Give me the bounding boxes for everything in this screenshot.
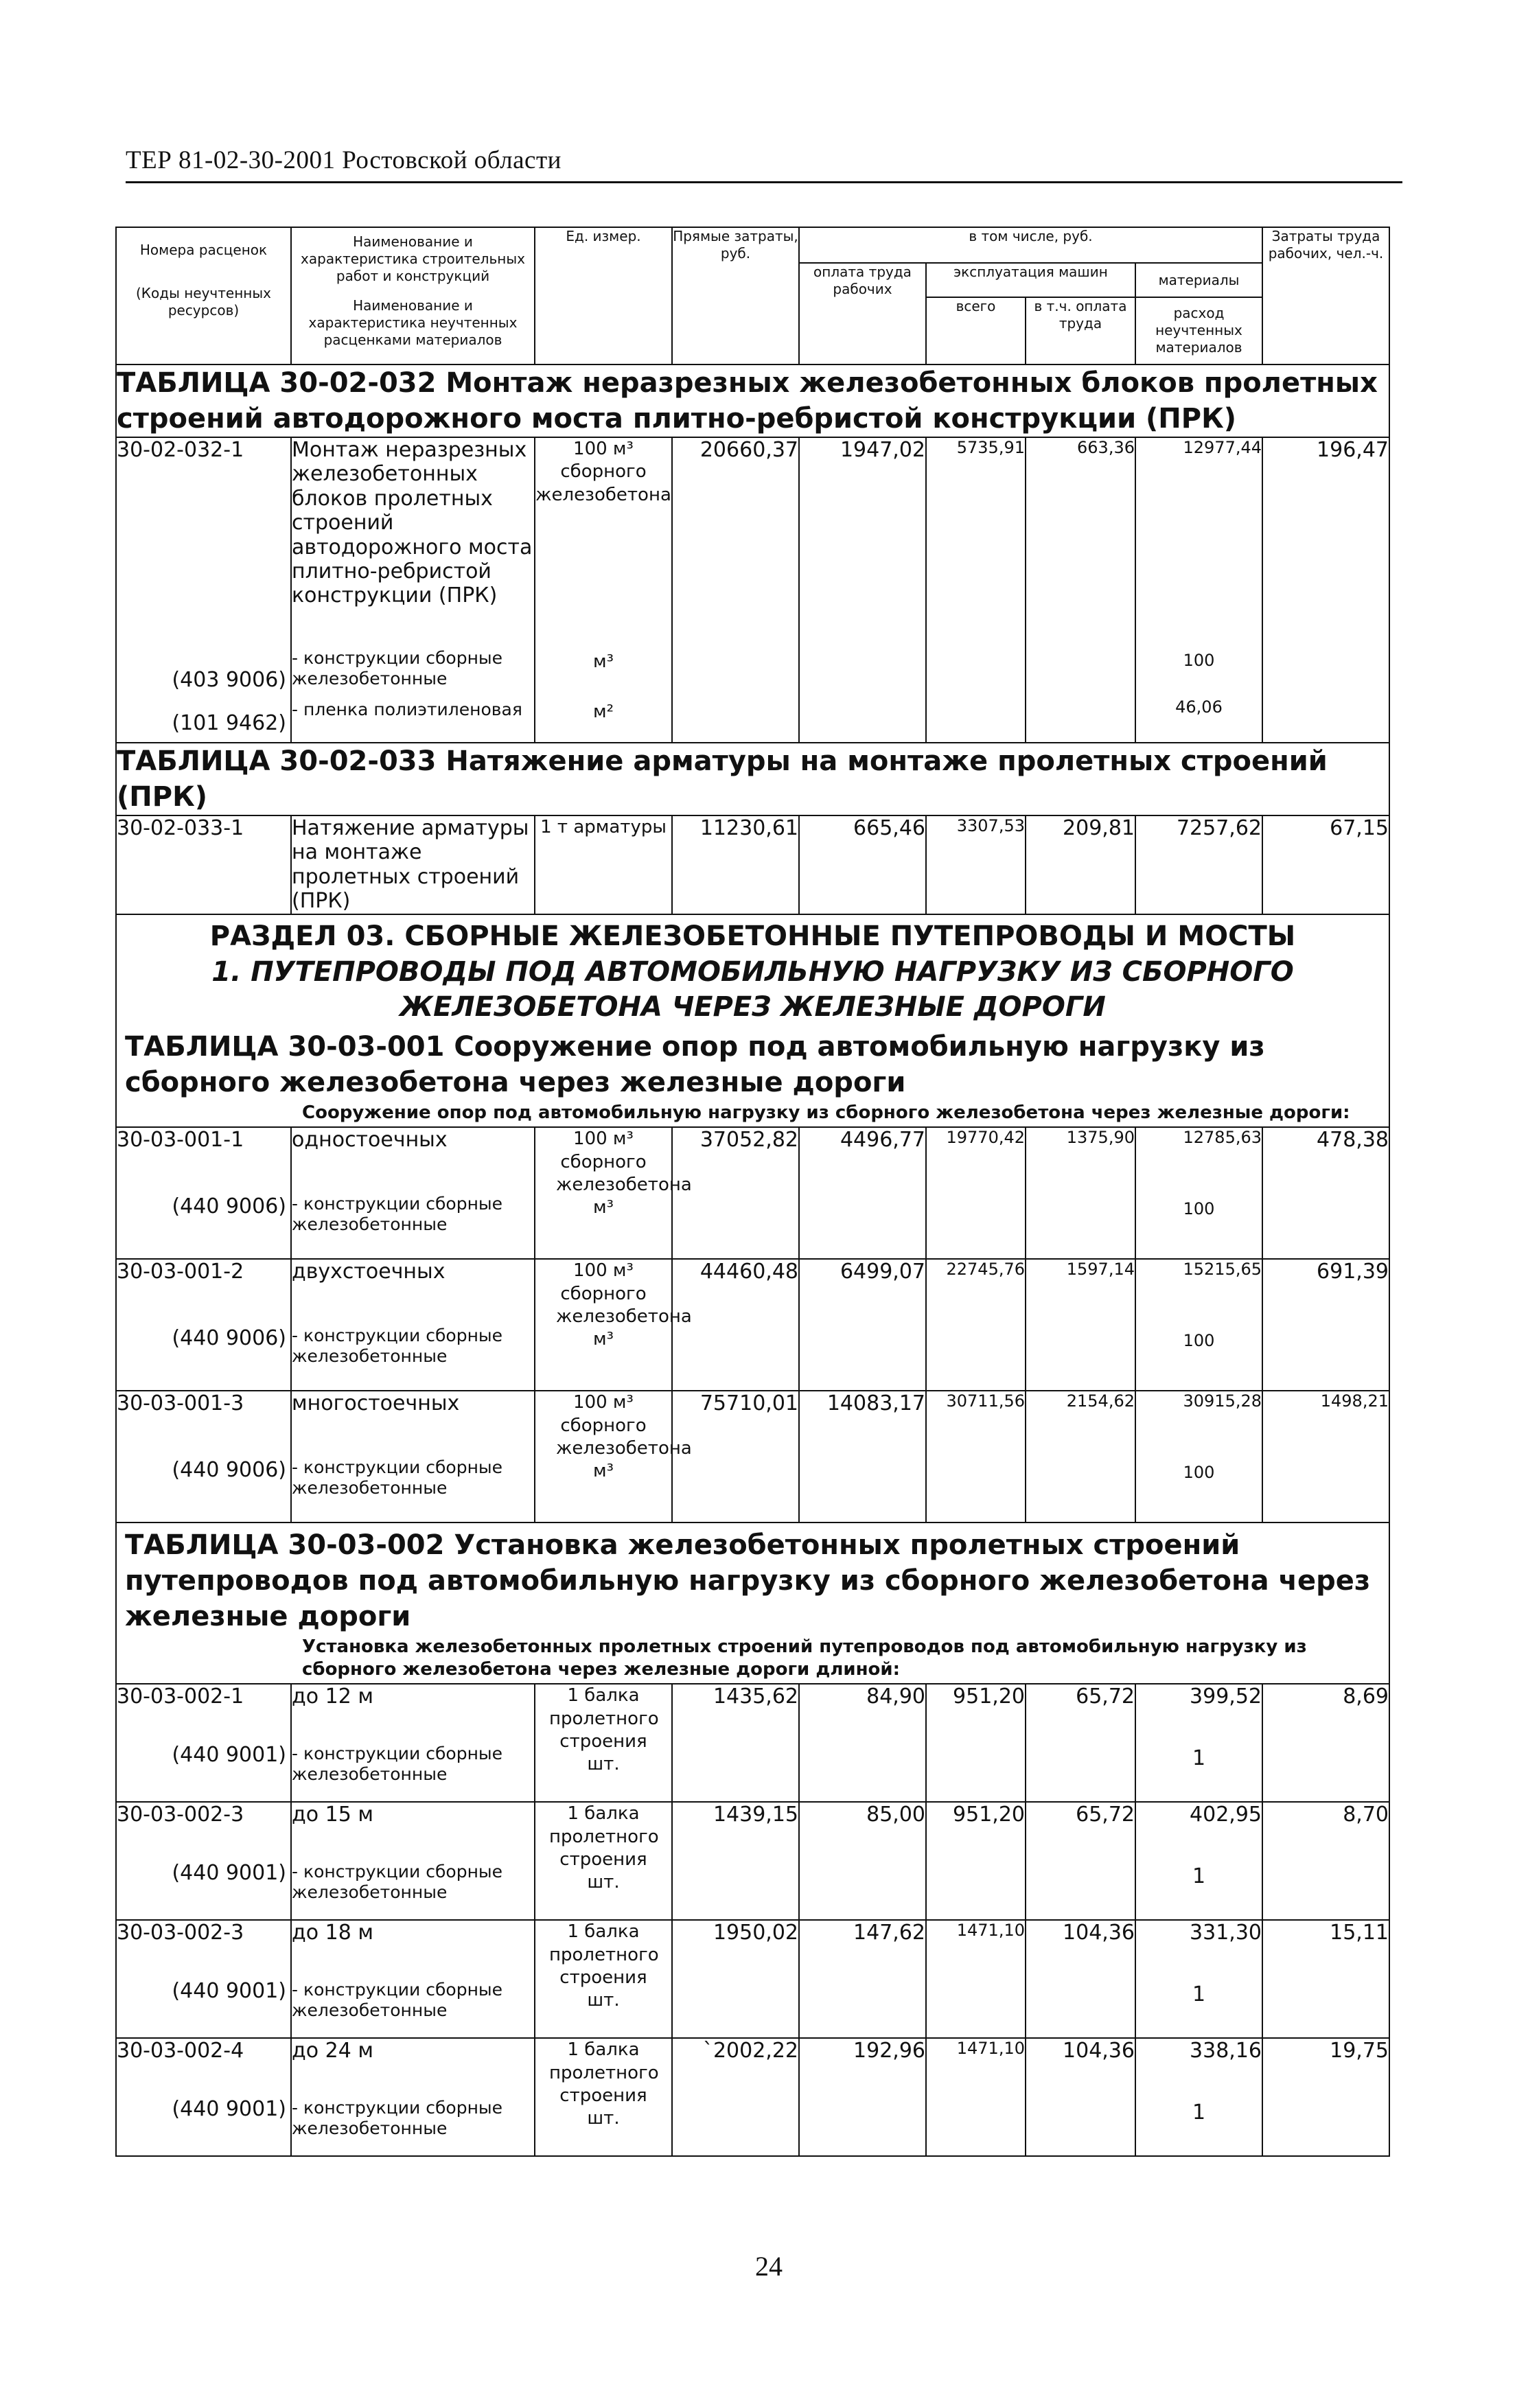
- unit-cell: [535, 1391, 692, 1523]
- work-name-cell: [291, 437, 535, 743]
- resource-unit: м²: [592, 702, 614, 723]
- resource-qty: 100: [1183, 651, 1215, 670]
- section-title: РАЗДЕЛ 03. СБОРНЫЕ ЖЕЛЕЗОБЕТОННЫЕ ПУТЕПРОВОДЫ И МОСТЫ: [209, 920, 1296, 952]
- header-name-label: Наименование и характеристика строительных работ и конструкций: [301, 233, 525, 284]
- header-name-res-label: Наименование и характеристика неучтенных расценками материалов: [308, 297, 518, 348]
- resource-qty: 1: [1192, 1982, 1206, 2007]
- resource-unit: шт.: [587, 1990, 620, 2011]
- direct-cost: 1439,15: [672, 1802, 799, 1920]
- labor-cost: 8,69: [1262, 1684, 1389, 1802]
- resource-code: (440 9006): [172, 1458, 286, 1483]
- machines-cost: 30711,56: [926, 1391, 1026, 1523]
- direct-cost: 1950,02: [672, 1920, 799, 2038]
- header-codes: [116, 227, 291, 364]
- machines-cost: 1471,10: [926, 1920, 1026, 2038]
- labor-cost: 196,47: [1262, 437, 1389, 743]
- resource-code: (440 9001): [172, 1743, 286, 1768]
- table-row: [116, 437, 1389, 743]
- work-name: до 15 м: [292, 1803, 373, 1827]
- header-codes-res-label: (Коды неучтенных ресурсов): [136, 285, 271, 319]
- table-row: [116, 1802, 1389, 1920]
- unit: 100 м³ сборного железобетона: [556, 1260, 692, 1327]
- machines-cost: 951,20: [926, 1684, 1026, 1802]
- materials-cell: [1135, 1684, 1262, 1802]
- resource-name: - конструкции сборные железобетонные: [292, 1457, 503, 1498]
- machines-cost: 22745,76: [926, 1259, 1026, 1391]
- resource-name: - конструкции сборные железобетонные: [292, 1325, 503, 1366]
- resource-code: (101 9462): [172, 711, 286, 735]
- resource-unit: м³: [592, 1461, 614, 1482]
- resource-name: - конструкции сборные железобетонные: [292, 1744, 503, 1784]
- unit-cell: [535, 437, 672, 743]
- resource-name: - конструкции сборные железобетонные: [292, 1194, 503, 1234]
- direct-cost: 11230,61: [672, 815, 799, 914]
- work-name-cell: [291, 1802, 535, 1920]
- subsection-title: 1. ПУТЕПРОВОДЫ ПОД АВТОМОБИЛЬНУЮ НАГРУЗКУ ИЗ СБОРНОГО ЖЕЛЕЗОБЕТОНА ЧЕРЕЗ ЖЕЛЕЗНЫЕ ДОРОГИ: [211, 956, 1294, 1023]
- work-name: до 18 м: [292, 1921, 373, 1945]
- work-name: двухстоечных: [292, 1260, 445, 1284]
- wages-cost: 192,96: [799, 2038, 926, 2156]
- materials-cost: 15215,65: [1183, 1260, 1262, 1280]
- resource-name: - конструкции сборные железобетонные: [292, 2098, 503, 2138]
- work-name: многостоечных: [292, 1391, 460, 1416]
- machines-cost: 3307,53: [926, 815, 1026, 914]
- resource-code: (440 9006): [172, 1326, 286, 1351]
- document-header: ТЕР 81-02-30-2001 Ростовской области: [126, 146, 562, 174]
- resource-unit: м³: [592, 1197, 614, 1218]
- section-block: [116, 914, 1389, 1128]
- rate-code-cell: [116, 437, 291, 743]
- header-rule: [126, 181, 1402, 183]
- resource-qty: 1: [1192, 1864, 1206, 1889]
- unit: 1 балка пролетного строения: [549, 1685, 659, 1752]
- materials-cost: 12785,63: [1183, 1128, 1262, 1148]
- table-title-30-02-033: ТАБЛИЦА 30-02-033 Натяжение арматуры на монтаже пролетных строений (ПРК): [116, 743, 1389, 815]
- resource-unit: шт.: [587, 1754, 620, 1775]
- unit: 1 т арматуры: [535, 815, 672, 914]
- labor-cost: 478,38: [1262, 1127, 1389, 1259]
- rate-code: 30-03-001-2: [117, 1260, 244, 1284]
- header-labor: Затраты труда рабочих, чел.-ч.: [1262, 227, 1389, 364]
- unit: 100 м³ сборного железобетона: [556, 1392, 692, 1459]
- machines-wages-cost: 104,36: [1026, 1920, 1135, 2038]
- resource-qty: 100: [1183, 1463, 1215, 1483]
- wages-cost: 665,46: [799, 815, 926, 914]
- resource-code: (403 9006): [172, 668, 286, 692]
- resource-qty: 46,06: [1175, 697, 1223, 717]
- resource-name: - конструкции сборные железобетонные: [292, 1862, 503, 1902]
- labor-cost: 19,75: [1262, 2038, 1389, 2156]
- table-row: [116, 1920, 1389, 2038]
- resource-code: (440 9001): [172, 1861, 286, 1886]
- materials-cost: 30915,28: [1183, 1391, 1262, 1411]
- direct-cost: 75710,01: [672, 1391, 799, 1523]
- wages-cost: 4496,77: [799, 1127, 926, 1259]
- materials-cost: 399,52: [1190, 1685, 1262, 1709]
- rate-code-cell: [116, 1684, 291, 1802]
- resource-unit: м³: [592, 1329, 614, 1350]
- header-name: [291, 227, 535, 364]
- work-name: до 12 м: [292, 1685, 373, 1709]
- header-codes-label: Номера расценок: [139, 242, 268, 258]
- labor-cost: 67,15: [1262, 815, 1389, 914]
- unit: 1 балка пролетного строения: [549, 1803, 659, 1870]
- machines-cost: 951,20: [926, 1802, 1026, 1920]
- materials-cell: [1135, 2038, 1262, 2156]
- rate-code-cell: [116, 1391, 291, 1523]
- table-row: [116, 1684, 1389, 1802]
- resource-code: (440 9001): [172, 1979, 286, 2004]
- table-subtitle: Сооружение опор под автомобильную нагрузку из сборного железобетона через железные дороги:: [302, 1102, 1350, 1123]
- resource-qty: 100: [1183, 1199, 1215, 1219]
- unit: 100 м³ сборного железобетона: [535, 439, 671, 505]
- unit-cell: [535, 1127, 692, 1259]
- rate-code: 30-03-001-1: [117, 1128, 244, 1153]
- materials-cell: [1135, 1127, 1262, 1259]
- machines-wages-cost: 65,72: [1026, 1684, 1135, 1802]
- resource-code: (440 9001): [172, 2097, 286, 2122]
- resource-qty: 1: [1192, 2100, 1206, 2125]
- wages-cost: 1947,02: [799, 437, 926, 743]
- labor-cost: 8,70: [1262, 1802, 1389, 1920]
- machines-wages-cost: 1597,14: [1026, 1259, 1135, 1391]
- resource-unit: шт.: [587, 1872, 620, 1893]
- materials-cell: [1135, 1259, 1262, 1391]
- rate-code-cell: [116, 2038, 291, 2156]
- wages-cost: 6499,07: [799, 1259, 926, 1391]
- resource-name: - конструкции сборные железобетонные: [292, 648, 503, 688]
- machines-cost: 5735,91: [926, 437, 1026, 743]
- header-materials: [1135, 263, 1262, 364]
- materials-cost: 402,95: [1190, 1803, 1262, 1827]
- resource-name: - пленка полиэтиленовая: [292, 699, 522, 719]
- header-direct: Прямые затраты, руб.: [672, 227, 799, 364]
- table-row: [116, 1127, 1389, 1259]
- unit-cell: [535, 1802, 672, 1920]
- table-title-30-02-032: ТАБЛИЦА 30-02-032 Монтаж неразрезных железобетонных блоков пролетных строений автодорожного моста плитно-ребристой конструкции (ПРК): [116, 364, 1389, 437]
- work-name-cell: [291, 1391, 535, 1523]
- work-name-cell: [291, 1920, 535, 2038]
- table-title-30-03-001: ТАБЛИЦА 30-03-001 Сооружение опор под автомобильную нагрузку из сборного железобетона через железные дороги: [125, 1030, 1265, 1098]
- work-name: Натяжение арматуры на монтаже пролетных строений (ПРК): [291, 815, 535, 914]
- work-name-cell: [291, 1684, 535, 1802]
- machines-wages-cost: 65,72: [1026, 1802, 1135, 1920]
- unit: 1 балка пролетного строения: [549, 2039, 659, 2106]
- rate-code: 30-03-002-4: [117, 2039, 244, 2063]
- unit-cell: [535, 1920, 672, 2038]
- unit: 1 балка пролетного строения: [549, 1921, 659, 1988]
- table-row: [116, 815, 1389, 914]
- page-number: 24: [755, 2251, 783, 2282]
- wages-cost: 84,90: [799, 1684, 926, 1802]
- resource-qty: 1: [1192, 1746, 1206, 1771]
- work-name: Монтаж неразрезных железобетонных блоков пролетных строений автодорожного моста плитно-ребристой конструкции (ПРК): [292, 438, 533, 608]
- header-materials-sub: расход неучтенных материалов: [1155, 305, 1242, 356]
- materials-cost: 331,30: [1190, 1921, 1262, 1945]
- header-materials-label: материалы: [1136, 264, 1262, 298]
- materials-cost: 12977,44: [1183, 438, 1262, 457]
- rate-code-cell: [116, 1802, 291, 1920]
- rate-code: 30-03-002-1: [117, 1685, 244, 1709]
- unit: 100 м³ сборного железобетона: [556, 1128, 692, 1195]
- unit-cell: [535, 1684, 672, 1802]
- labor-cost: 691,39: [1262, 1259, 1389, 1391]
- direct-cost: 20660,37: [672, 437, 799, 743]
- table-row: [116, 2038, 1389, 2156]
- direct-cost: 1435,62: [672, 1684, 799, 1802]
- rate-code: 30-03-001-3: [117, 1391, 244, 1416]
- resource-qty: 100: [1183, 1331, 1215, 1351]
- work-name: до 24 м: [292, 2039, 373, 2063]
- rate-code-cell: [116, 1127, 291, 1259]
- wages-cost: 14083,17: [799, 1391, 926, 1523]
- header-incl: в том числе, руб.: [799, 227, 1262, 263]
- machines-wages-cost: 2154,62: [1026, 1391, 1135, 1523]
- work-name-cell: [291, 1127, 535, 1259]
- machines-wages-cost: 104,36: [1026, 2038, 1135, 2156]
- work-name-cell: [291, 2038, 535, 2156]
- materials-cell: [1135, 1391, 1262, 1523]
- machines-cost: 1471,10: [926, 2038, 1026, 2156]
- header-machines: эксплуатация машин: [926, 263, 1135, 297]
- materials-cell: [1135, 1920, 1262, 2038]
- rate-code: 30-03-002-3: [117, 1803, 244, 1827]
- machines-cost: 19770,42: [926, 1127, 1026, 1259]
- unit-cell: [535, 2038, 672, 2156]
- labor-cost: 1498,21: [1262, 1391, 1389, 1523]
- rate-code-cell: [116, 1259, 291, 1391]
- resource-name: - конструкции сборные железобетонные: [292, 1980, 503, 2020]
- materials-cell: [1135, 437, 1262, 743]
- table-title-30-03-002: ТАБЛИЦА 30-03-002 Установка железобетонных пролетных строений путепроводов под автомобильную нагрузку из сборного железобетона через железные дороги: [125, 1529, 1371, 1633]
- materials-cost: 338,16: [1190, 2039, 1262, 2063]
- wages-cost: 85,00: [799, 1802, 926, 1920]
- header-machines-wages: в т.ч. оплата труда: [1026, 297, 1135, 364]
- rate-code: 30-02-032-1: [117, 438, 244, 462]
- rates-table: [115, 227, 1390, 2157]
- unit-cell: [535, 1259, 692, 1391]
- machines-wages-cost: 209,81: [1026, 815, 1135, 914]
- work-name-cell: [291, 1259, 535, 1391]
- rate-code: 30-03-002-3: [117, 1921, 244, 1945]
- machines-wages-cost: 663,36: [1026, 437, 1135, 743]
- table-subtitle: Установка железобетонных пролетных строений путепроводов под автомобильную нагрузку из сборного железобетона через железные дороги длиной:: [302, 1636, 1307, 1680]
- direct-cost: `2002,22: [672, 2038, 799, 2156]
- labor-cost: 15,11: [1262, 1920, 1389, 2038]
- rate-code-cell: [116, 1920, 291, 2038]
- resource-code: (440 9006): [172, 1194, 286, 1219]
- materials-cost: 7257,62: [1135, 815, 1262, 914]
- header-machines-all: всего: [926, 297, 1026, 364]
- resource-unit: шт.: [587, 2108, 620, 2129]
- wages-cost: 147,62: [799, 1920, 926, 2038]
- header-unit: Ед. измер.: [535, 227, 672, 364]
- direct-cost: 37052,82: [672, 1127, 799, 1259]
- table-row: [116, 1259, 1389, 1391]
- table-block-30-03-002: [116, 1523, 1389, 1684]
- machines-wages-cost: 1375,90: [1026, 1127, 1135, 1259]
- header-wages: оплата труда рабочих: [799, 263, 926, 364]
- resource-unit: м³: [592, 651, 614, 672]
- table-row: [116, 1391, 1389, 1523]
- materials-cell: [1135, 1802, 1262, 1920]
- rate-code: 30-02-033-1: [116, 815, 291, 914]
- work-name: одностоечных: [292, 1128, 448, 1153]
- direct-cost: 44460,48: [672, 1259, 799, 1391]
